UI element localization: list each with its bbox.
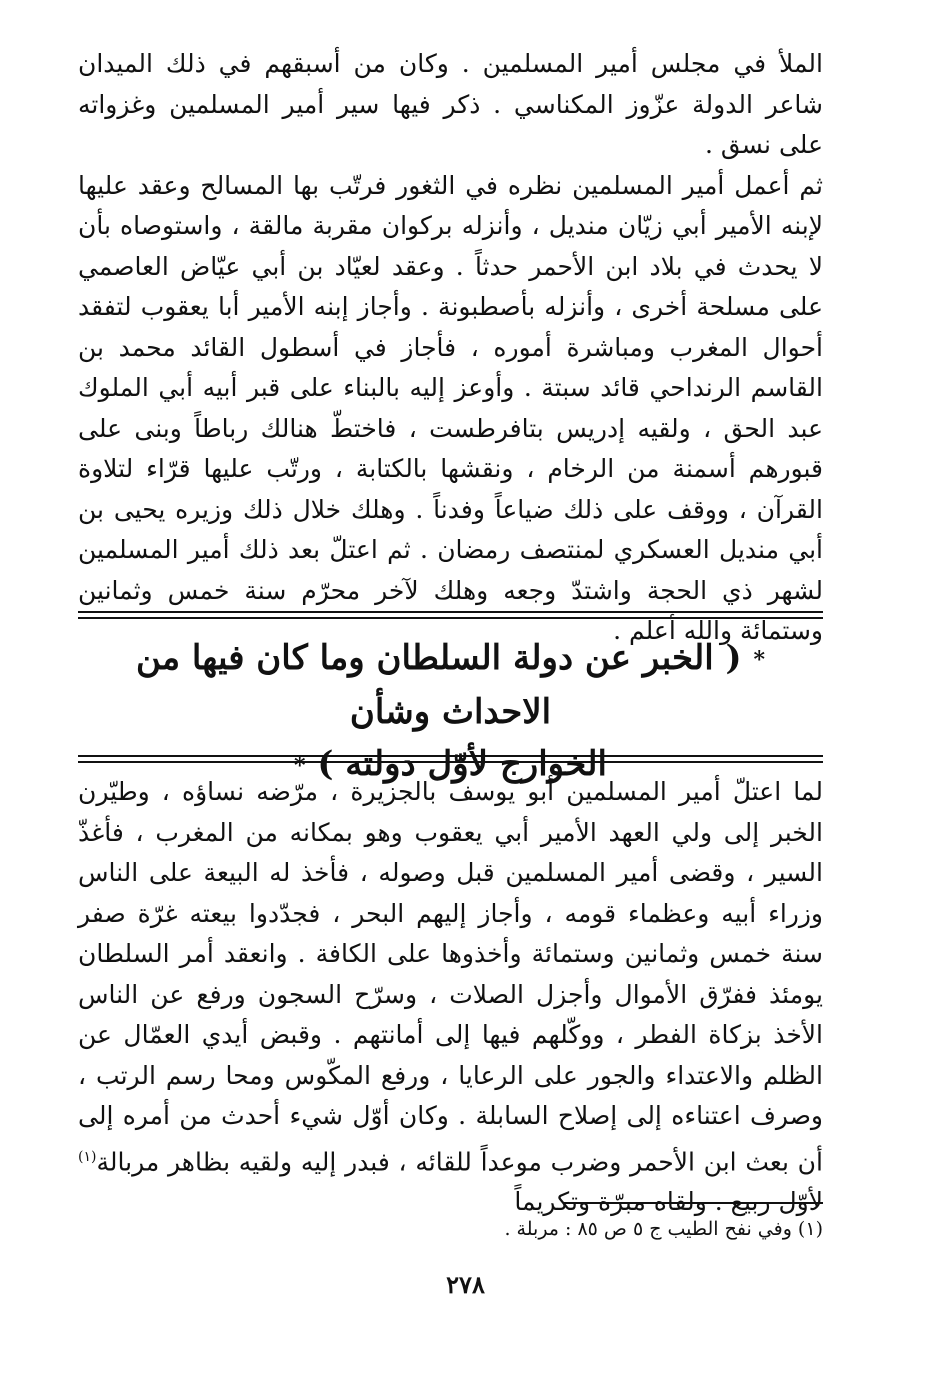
section-heading (78, 632, 823, 792)
footnote-separator (563, 1202, 823, 1204)
heading-rule-top (78, 611, 823, 619)
body-text-block (78, 772, 823, 1223)
heading-star-start: * (753, 647, 765, 673)
top-text-block (78, 44, 823, 652)
paragraph-frontier-arrangements: ثم أعمل أمير المسلمين نظره في الثغور فرتّب بها المسالح وعقد عليها لإبنه الأمير أبي زيّان منديل ، وأنزله بركوان مقربة مالقة ، واستوصاه بأن لا يحدث في بلاد ابن الأحمر حدثاً . وعقد لعيّاد بن أبي عيّاض العاصمي على مسلحة أخرى ، وأنزله بأصطبونة . وأجاز إبنه الأمير أبا يعقوب لتفقد أحوال المغرب ومباشرة أموره ، فأجاز في أسطول القائد محمد بن القاسم الرنداحي قائد سبتة . وأوعز إليه بالبناء على قبر أبيه أبي الملوك عبد الحق ، ولقيه إدريس بتافرطست ، فاختطّ هنالك رباطاً وبنى على قبورهم أسمنة من الرخام ، ونقشها بالكتابة ، ورتّب عليها قرّاء لتلاوة القرآن ، ووقف على ذلك ضياعاً وفدناً . وهلك خلال ذلك وزيره يحيى بن أبي منديل العسكري لمنتصف رمضان . ثم اعتلّ بعد ذلك أمير المسلمين لشهر ذي الحجة واشتدّ وجعه وهلك لآخر محرّم سنة خمس وثمانين وستمائة والله أعلم . (78, 170, 823, 645)
paragraph-sultan-reign (78, 772, 823, 1223)
heading-text-2: الخوارج لأوّل دولته ) (317, 744, 607, 784)
heading-rule-bottom (78, 755, 823, 763)
page-number: ٢٧٨ (446, 1270, 485, 1299)
paragraph-continuation: الملأ في مجلس أمير المسلمين . وكان من أسبقهم في ذلك الميدان شاعر الدولة عزّوز المكناسي . ذكر فيها سير أمير المسلمين وغزواته على نسق . (78, 49, 823, 159)
heading-star-end: * (293, 753, 306, 779)
heading-text-1: ( الخبر عن دولة السلطان وما كان فيها من الاحداث وشأن (136, 638, 742, 732)
footnote: (١) وفي نفح الطيب ج ٥ ص ٨٥ : مربلة . (504, 1218, 823, 1240)
body-text-after-note: لأوّل ربيع . ولقاه مبرّة وتكريماً (514, 1187, 823, 1217)
heading-line-1 (78, 632, 823, 738)
body-text-before-note: لما اعتلّ أمير المسلمين أبو يوسف بالجزيرة ، مرّضه نساؤه ، وطيّرن الخبر إلى ولي العهد الأمير أبي يعقوب وهو بمكانه من المغرب ، فأغذّ السير ، وقضى أمير المسلمين قبل وصوله ، فأخذ له البيعة على الناس وزراء أبيه وعظماء قومه ، وأجاز إليهم البحر ، فجدّدوا بيعته غرّة صفر سنة خمس وثمانين وستمائة وأخذوها على الكافة . وانعقد أمر السلطان يومئذ ففرّق الأموال وأجزل الصلات ، وسرّح السجون ورفع عن الناس الأخذ بزكاة الفطر ، ووكّلهم فيها إلى أمانتهم . وقبض أيدي العمّال عن الظلم والاعتداء والجور على الرعايا ، ورفع المكّوس ومحا رسم الرتب ، وصرف اعتناءه إلى إصلاح السابلة . وكان أوّل شيء أحدث من أمره إلى أن بعث ابن الأحمر وضرب موعداً للقائه ، فبدر إليه ولقيه بظاهر مربالة (78, 777, 823, 1176)
footnote-marker: (١) (78, 1148, 97, 1165)
